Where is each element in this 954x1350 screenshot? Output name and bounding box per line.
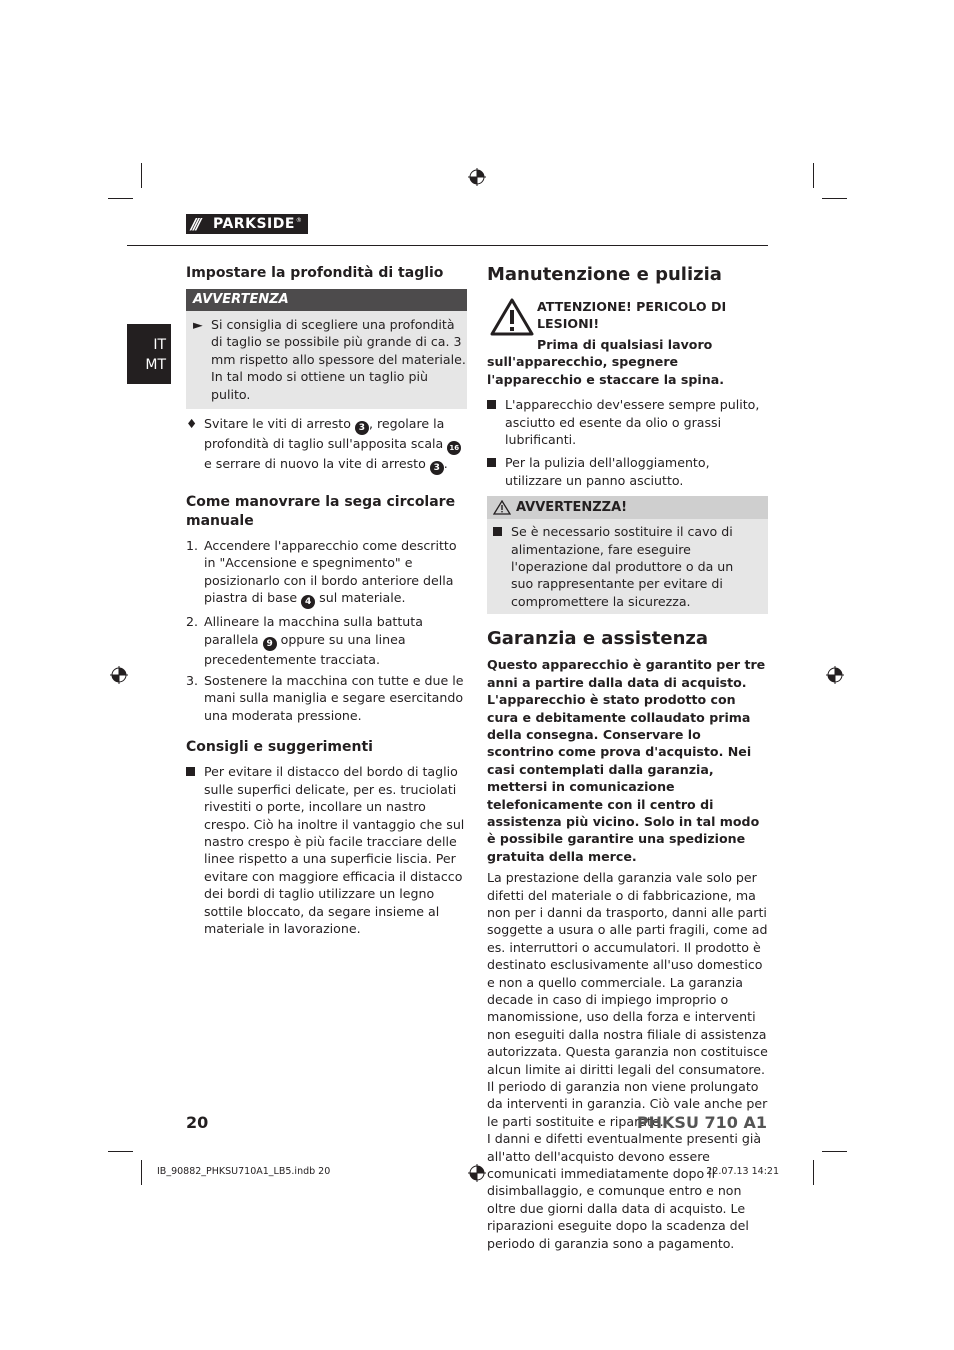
- maintenance-bullet: L'apparecchio dev'essere sempre pulito, asciutto ed esente da olio o grassi lubrificanti.: [487, 396, 768, 448]
- arrow-bullet-icon: ►: [193, 317, 203, 332]
- diamond-bullet-icon: ♦: [186, 416, 198, 432]
- list-item-text: Accendere l'apparecchio come descritto in "Accensione e spegnimento" e posizionarlo con il bordo anteriore della piastra di base: [204, 538, 457, 606]
- parkside-logo: [186, 214, 308, 234]
- registration-mark-icon: [110, 666, 128, 684]
- warning-box-title: AVVERTENZZA!: [516, 500, 628, 516]
- logo-trademark: ®: [295, 216, 302, 224]
- warning-body: [186, 311, 467, 409]
- ref-number-3: 3: [355, 421, 369, 435]
- header-rule: [127, 245, 768, 246]
- registration-mark-icon: [826, 666, 844, 684]
- list-item-number: 1.: [186, 538, 199, 554]
- section-title-maintenance: Manutenzione e pulizia: [487, 264, 722, 285]
- warranty-text-1: La prestazione della garanzia vale solo per difetti del materiale o di fabbricazione, ma non per i danni da trasporto, danni alle parti soggette a usura o alle parti fragili, come ad es. interruttori o accumulatori. Il prodotto è destinato esclusivamente all'uso domestico e non a quello commerciale. La garanzia decade in caso di impiego improprio o manomissione, uso della forza e interventi non eseguiti dalla nostra filiale di assistenza autorizzata. Questa garanzia non costituisce alcun limite ai diritti legali del consumatore. Il periodo di garanzia non viene prolungato da interventi in garanzia. Ciò vale anche per le parti sostituite e riparate.: [487, 870, 768, 1129]
- warning-box-header: [487, 496, 768, 519]
- danger-notice: [487, 298, 768, 336]
- maintenance-bullet: Per la pulizia dell'alloggiamento, utilizzare un panno asciutto.: [487, 454, 768, 489]
- crop-mark: [108, 198, 133, 199]
- language-tab: [127, 324, 171, 384]
- warranty-text-2: I danni e difetti eventualmente presenti già all'atto dell'acquisto devono essere comunicati immediatamente dopo il disimballaggio, e comunque entro e non oltre due giorni dalla data di acquisto. Le riparazioni eseguite dopo la scadenza del periodo di garanzia sono a pagamento.: [487, 1131, 762, 1251]
- logo-slashes: ///: [191, 215, 199, 233]
- square-bullet-icon: [493, 527, 502, 536]
- warning-header: AVVERTENZA: [186, 289, 467, 311]
- list-item-text: Sostenere la macchina con tutte e due le mani sulla maniglia e segare esercitando una moderata pressione.: [204, 673, 464, 723]
- list-item: [186, 613, 467, 668]
- list-item-number: 3.: [186, 673, 199, 689]
- list-item-text: Allineare la macchina sulla battuta parallela: [204, 614, 423, 647]
- section-title-tips: Consigli e suggerimenti: [186, 739, 373, 756]
- numbered-list: [186, 537, 467, 724]
- registration-mark-icon: [468, 1164, 486, 1182]
- ref-number-3: 3: [430, 461, 444, 475]
- left-column: [186, 264, 467, 937]
- ref-number: 9: [263, 637, 277, 651]
- crop-mark: [141, 1160, 142, 1185]
- warning-box: [487, 496, 768, 614]
- crop-mark: [108, 1151, 133, 1152]
- crop-mark: [813, 1160, 814, 1185]
- warning-box-text: Se è necessario sostituire il cavo di alimentazione, fare eseguire l'operazione dal produttore o da un suo rappresentante per evitare di compromettere la sicurezza.: [511, 524, 734, 609]
- language-tab-it: IT: [153, 337, 166, 353]
- right-column: [487, 264, 768, 1252]
- language-tab-mt: MT: [145, 357, 166, 373]
- registration-mark-icon: [468, 168, 486, 186]
- print-slug-file: IB_90882_PHKSU710A1_LB5.indb 20: [157, 1166, 331, 1177]
- tip-item: [186, 763, 467, 937]
- instruction-step: [186, 415, 467, 475]
- list-item: [186, 537, 467, 609]
- warning-text: Si consiglia di scegliere una profondità di taglio se possibile più grande di ca. 3 mm rispetto allo spessore del materiale. In tal modo si ottiene un taglio più pulito.: [211, 317, 466, 402]
- danger-text: Prima di qualsiasi lavoro sull'apparecchio, spegnere l'apparecchio e staccare la spina.: [487, 337, 724, 387]
- list-item-text-cont: oppure su una linea precedentemente tracciata.: [204, 631, 406, 667]
- crop-mark: [141, 163, 142, 188]
- section-title-operation: Come manovrare la sega circolare manuale: [186, 494, 456, 530]
- step-text-a: Svitare le viti di arresto: [204, 416, 351, 432]
- ref-number-16: 16: [447, 441, 461, 455]
- square-bullet-icon: [487, 458, 496, 467]
- ref-number: 4: [301, 595, 315, 609]
- warranty-intro: Questo apparecchio è garantito per tre anni a partire dalla data di acquisto. L'apparecchio è stato prodotto con cura e debitamente collaudato prima della consegna. Conservare lo scontrino come prova d'acquisto. Nei casi contemplati dalla garanzia, mettersi in comunicazione telefonicamente con il centro di assistenza più vicino. Solo in tal modo è possibile garantire una spedizione gratuita della merce.: [487, 657, 766, 864]
- list-item-number: 2.: [186, 614, 199, 630]
- list-item: [186, 672, 467, 724]
- crop-mark: [822, 1151, 847, 1152]
- section-title-warranty: Garanzia e assistenza: [487, 628, 709, 650]
- square-bullet-icon: [487, 400, 496, 409]
- print-slug-date: 22.07.13 14:21: [706, 1166, 779, 1177]
- section-title-cut-depth: Impostare la profondità di taglio: [186, 265, 444, 281]
- step-text-d: .: [443, 456, 448, 472]
- crop-mark: [813, 163, 814, 188]
- tip-text: Per evitare il distacco del bordo di taglio sulle superfici delicate, per es. truciolati rivestiti o porte, incollare un nastro crespo. Ciò ha inoltre il vantaggio che sul nastro crespo è più facile tracciare delle linee rispetto a una superficie liscia. Per evitare con maggiore efficacia il distacco dei bordi di taglio utilizzare un legno sottile bloccato, da segare insieme al materiale in lavorazione.: [204, 764, 465, 936]
- page-number: 20: [186, 1113, 209, 1132]
- warning-triangle-icon: [487, 298, 537, 336]
- step-text-b: , regolare la profondità di taglio sull'apposita scala: [204, 416, 445, 452]
- step-text-c: e serrare di nuovo la vite di arresto: [204, 456, 426, 472]
- logo-text: PARKSIDE: [213, 216, 295, 232]
- model-number: PHKSU 710 A1: [636, 1113, 767, 1132]
- danger-title: ATTENZIONE! PERICOLO DI LESIONI!: [537, 299, 727, 332]
- warning-triangle-icon: [493, 500, 511, 515]
- crop-mark: [822, 198, 847, 199]
- square-bullet-icon: [186, 767, 195, 776]
- list-item-text-cont: sul materiale.: [319, 590, 406, 606]
